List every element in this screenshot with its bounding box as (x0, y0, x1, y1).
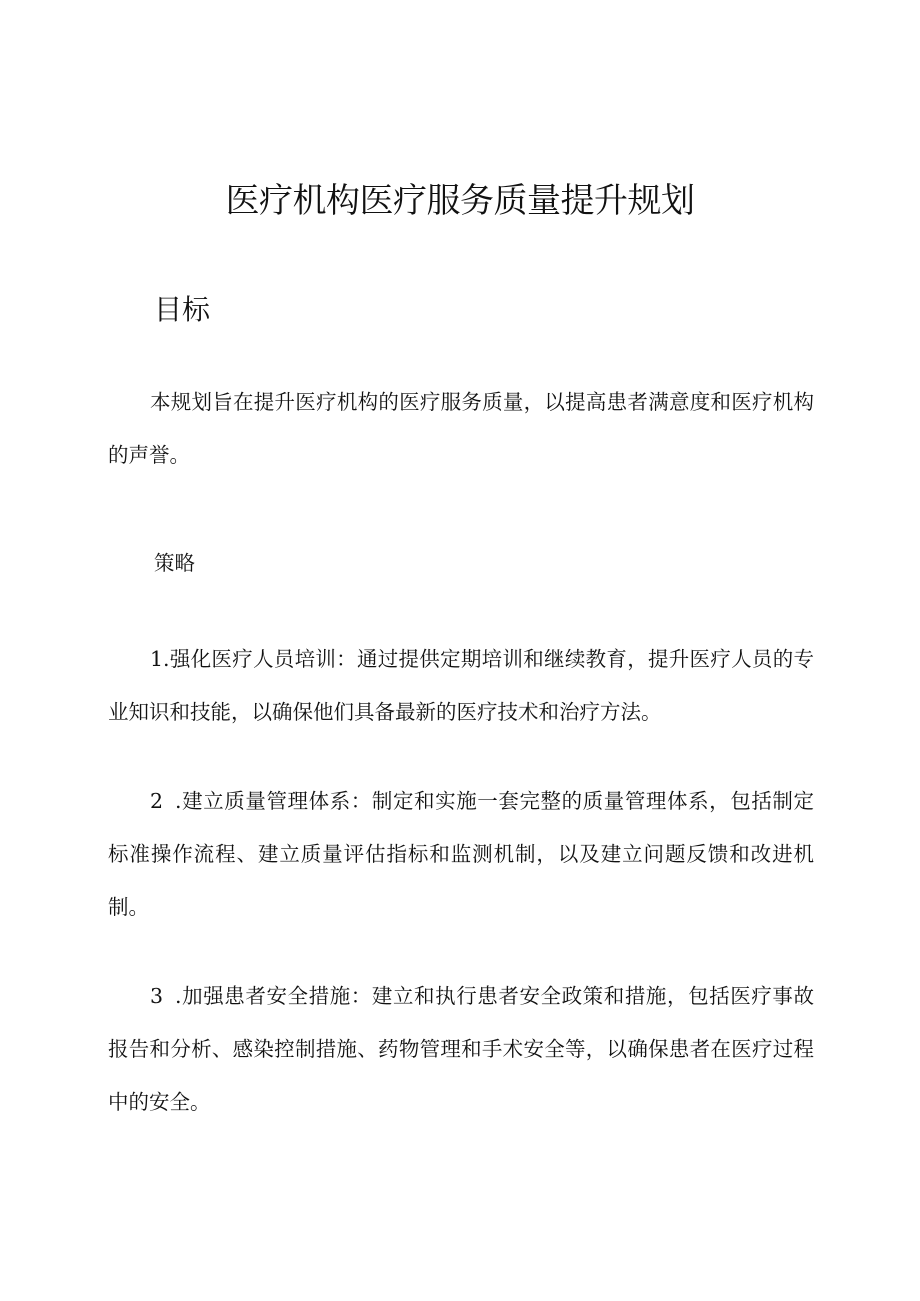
document-title: 医疗机构医疗服务质量提升规划 (225, 181, 695, 221)
section-heading-goal: 目标 (154, 293, 211, 326)
strategy-item-2 (108, 775, 814, 934)
goal-paragraph: 本规划旨在提升医疗机构的医疗服务质量，以提高患者满意度和医疗机构的声誉。 (108, 390, 814, 467)
strategy-item-2-number: 2 (150, 789, 164, 813)
strategy-item-1-number: 1. (150, 647, 170, 671)
strategy-item-3-text: .加强患者安全措施：建立和执行患者安全政策和措施，包括医疗事故报告和分析、感染控制措施、药物管理和手术安全等，以确保患者在医疗过程中的安全。 (108, 984, 814, 1114)
strategy-item-3 (108, 970, 814, 1129)
strategy-item-1 (108, 633, 814, 739)
strategy-item-2-text: .建立质量管理体系：制定和实施一套完整的质量管理体系，包括制定标准操作流程、建立质量评估指标和监测机制，以及建立问题反馈和改进机制。 (108, 789, 814, 919)
strategy-label: 策略 (154, 551, 195, 575)
strategy-item-3-number: 3 (150, 984, 164, 1008)
strategy-item-1-text: 强化医疗人员培训：通过提供定期培训和继续教育，提升医疗人员的专业知识和技能，以确保他们具备最新的医疗技术和治疗方法。 (108, 647, 814, 724)
